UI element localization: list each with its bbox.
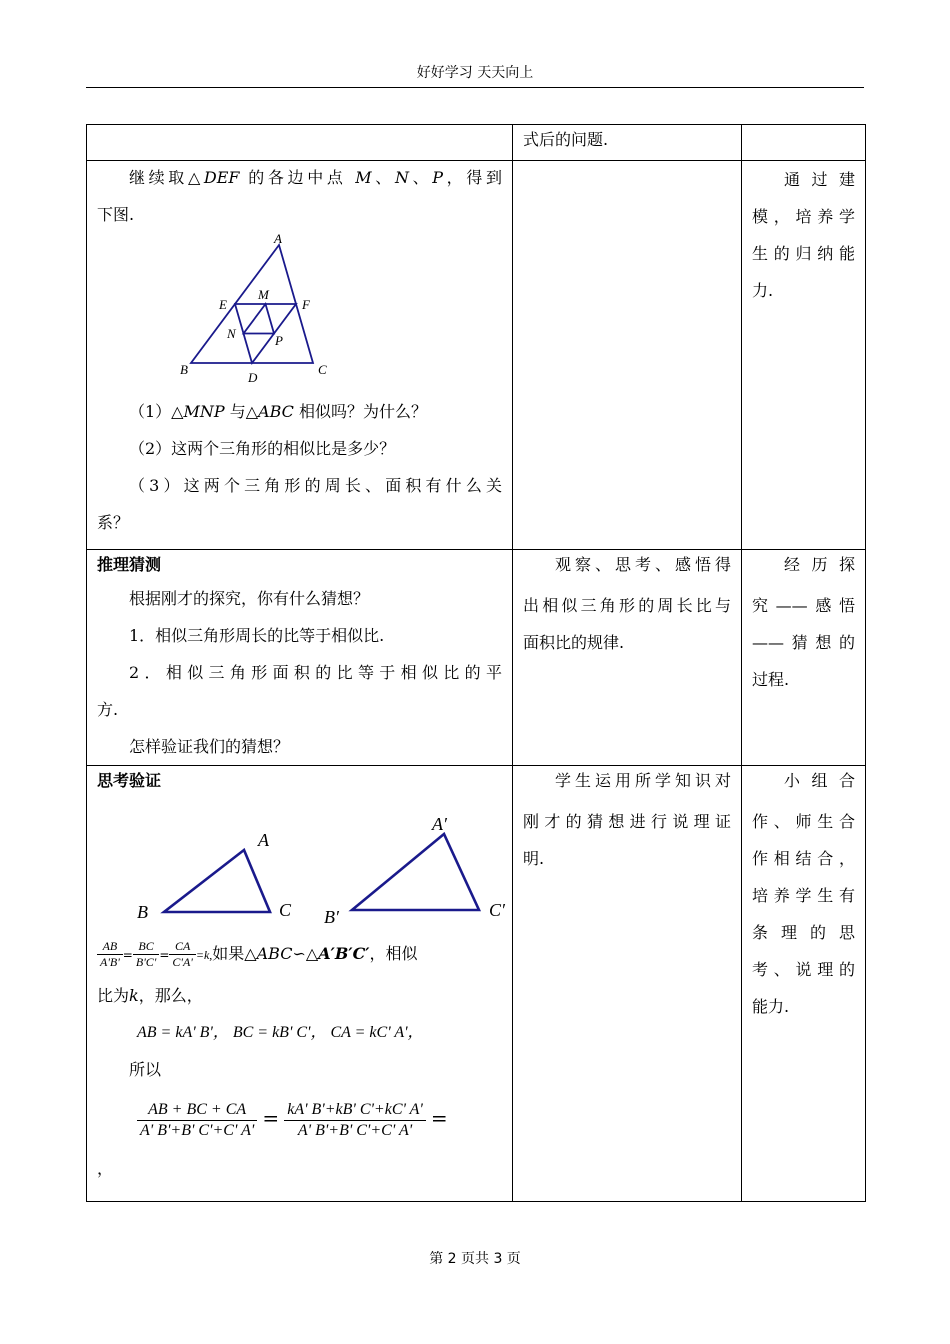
equals: = — [430, 1106, 448, 1130]
row1-goal-line: 通 过 建 — [784, 170, 855, 189]
label-c-prime: C′ — [489, 900, 505, 920]
text: 相似吗？为什么？ — [293, 402, 428, 421]
text: 比为 — [97, 986, 130, 1005]
section-heading-reasoning: 推理猜测 — [97, 555, 162, 574]
question-3-cont: 系？ — [97, 513, 130, 532]
row3-goal-line: 小 组 合 — [784, 771, 855, 790]
denominator: B'C' — [135, 955, 157, 969]
text: ABC — [258, 402, 294, 421]
text: 与△ — [224, 402, 259, 421]
row2-col3 — [742, 550, 866, 766]
row3-goal-line: 条 理 的 思 — [752, 923, 855, 942]
text: MNP — [183, 402, 225, 421]
table-row — [87, 125, 866, 161]
denominator: A' B'+B' C'+C' A' — [140, 1122, 255, 1139]
row3-activity-line: 明. — [523, 849, 545, 868]
row2-text: 1．相似三角形周长的比等于相似比. — [129, 626, 385, 645]
text: ，得到 — [443, 168, 502, 187]
row2-goal-line: 经 历 探 — [784, 555, 855, 574]
question-1 — [97, 393, 502, 430]
ratio-ab — [97, 939, 123, 970]
row2-goal-line: 究——感悟 — [752, 596, 855, 615]
question-2: （2）这两个三角形的相似比是多少？ — [129, 439, 396, 458]
row2-text: 方. — [97, 700, 119, 719]
triangle-abc-small — [164, 850, 270, 912]
trailing-comma: ， — [97, 1159, 114, 1178]
numerator: BC — [133, 939, 159, 955]
row2-text: 根据刚才的探究，你有什么猜想？ — [129, 589, 370, 608]
denominator: A' B'+B' C'+C' A' — [297, 1122, 413, 1139]
row2-activity-line: 观察、思考、感悟得 — [555, 555, 731, 574]
table-row — [87, 550, 866, 766]
k-tail: =k, — [195, 948, 213, 962]
row0-col1 — [87, 125, 513, 161]
ratio-line2 — [97, 977, 502, 1014]
numerator: AB — [97, 939, 123, 955]
similar-triangles-diagram — [97, 790, 517, 926]
label-f: F — [302, 297, 310, 312]
side-equations: AB = kA' B'， BC = kB' C'， CA = kC' A'， — [137, 1024, 424, 1041]
label-p: P — [275, 333, 283, 348]
row3-goal-line: 培养学生有 — [752, 886, 855, 905]
perimeter-fraction-1 — [137, 1100, 257, 1141]
label-a: A — [258, 830, 269, 850]
ratio-statement — [97, 932, 502, 977]
perimeter-fraction-2 — [284, 1100, 426, 1141]
row3-col2 — [513, 766, 742, 1202]
page-footer: 第 2 页共 3 页 — [429, 1251, 521, 1267]
numerator: kA' B'+kB' C'+kC' A' — [284, 1100, 426, 1121]
row2-col1 — [87, 550, 513, 766]
page-header: 好好学习 天天向上 — [416, 65, 534, 81]
ratio-ca — [169, 939, 195, 970]
row1-intro — [97, 159, 502, 196]
label-m: M — [258, 287, 269, 302]
row0-col2-text: 式后的问题. — [523, 130, 609, 149]
triangle-mnp — [244, 304, 275, 334]
label-e: E — [219, 297, 227, 312]
text: ∽△ — [292, 944, 319, 963]
label-b: B — [180, 362, 188, 377]
row2-activity-line: 面积比的规律. — [523, 633, 625, 652]
equals: = — [159, 948, 170, 962]
text: ，那么， — [138, 986, 203, 1005]
text: 的各边中点 — [239, 168, 356, 187]
row3-col1 — [87, 766, 513, 1202]
row1-col3 — [742, 161, 866, 550]
text: k — [129, 986, 139, 1005]
row2-activity-line: 出相似三角形的周长比与 — [523, 596, 731, 615]
row2-col2 — [513, 550, 742, 766]
text: ABC — [256, 944, 293, 963]
section-heading-verification: 思考验证 — [97, 771, 162, 790]
text: 继续取△ — [129, 168, 204, 187]
triangle-abc-large — [352, 834, 479, 910]
table-row — [87, 766, 866, 1202]
similar-triangles-figure — [97, 796, 505, 932]
text: ，相似 — [369, 944, 418, 963]
text: A′B′C′ — [318, 944, 370, 963]
row1-col1 — [87, 161, 513, 550]
row2-text: 怎样验证我们的猜想？ — [129, 737, 290, 756]
row3-goal-line: 作、师生合 — [752, 812, 855, 831]
text: M — [355, 168, 372, 187]
perimeter-equation — [97, 1088, 502, 1150]
row3-goal-line: 能力. — [752, 997, 790, 1016]
label-a: A — [274, 231, 282, 246]
row1-goal-line: 生的归纳能 — [752, 244, 855, 263]
table-row — [87, 161, 866, 550]
ratio-bc — [133, 939, 159, 970]
text: 、 — [408, 168, 433, 187]
row3-goal-line: 作相结合， — [752, 849, 855, 868]
row1-goal-line: 模，培养学 — [752, 207, 855, 226]
label-b-prime: B′ — [324, 907, 339, 926]
row1-goal-line: 力. — [752, 281, 774, 300]
label-n: N — [227, 326, 236, 341]
numerator: CA — [169, 939, 195, 955]
row3-activity-line: 刚才的猜想进行说理证 — [523, 812, 731, 831]
label-d: D — [248, 370, 258, 385]
row1-intro-line2: 下图. — [97, 205, 135, 224]
numerator: AB + BC + CA — [137, 1100, 257, 1121]
equals: = — [262, 1106, 280, 1130]
label-a-prime: A′ — [432, 814, 447, 834]
text: N — [394, 168, 409, 187]
text: P — [432, 168, 444, 187]
midpoint-triangle-diagram — [167, 227, 367, 387]
row1-col2 — [513, 161, 742, 550]
row3-goal-line: 考、说理的 — [752, 960, 855, 979]
header-rule — [86, 87, 864, 88]
row2-text: 2．相似三角形面积的比等于相似比的平 — [129, 663, 502, 682]
label-c: C — [279, 900, 292, 920]
lesson-table — [86, 124, 866, 1202]
row0-col2 — [513, 125, 742, 161]
label-b: B — [137, 902, 148, 922]
equals: = — [122, 948, 133, 962]
row3-activity-line: 学生运用所学知识对 — [555, 771, 731, 790]
row0-col3 — [742, 125, 866, 161]
midpoint-figure — [97, 233, 502, 393]
text: （1）△ — [129, 402, 184, 421]
row2-goal-line: 过程. — [752, 670, 790, 689]
denominator: C'A' — [172, 955, 193, 969]
text: DEF — [203, 168, 240, 187]
so-text: 所以 — [129, 1060, 162, 1079]
question-3: （3）这两个三角形的周长、面积有什么关 — [129, 476, 502, 495]
denominator: A'B' — [100, 955, 120, 969]
label-c: C — [318, 362, 327, 377]
row3-col3 — [742, 766, 866, 1202]
text: 、 — [371, 168, 395, 187]
text: 如果△ — [212, 944, 257, 963]
row2-goal-line: ——猜想的 — [752, 633, 855, 652]
